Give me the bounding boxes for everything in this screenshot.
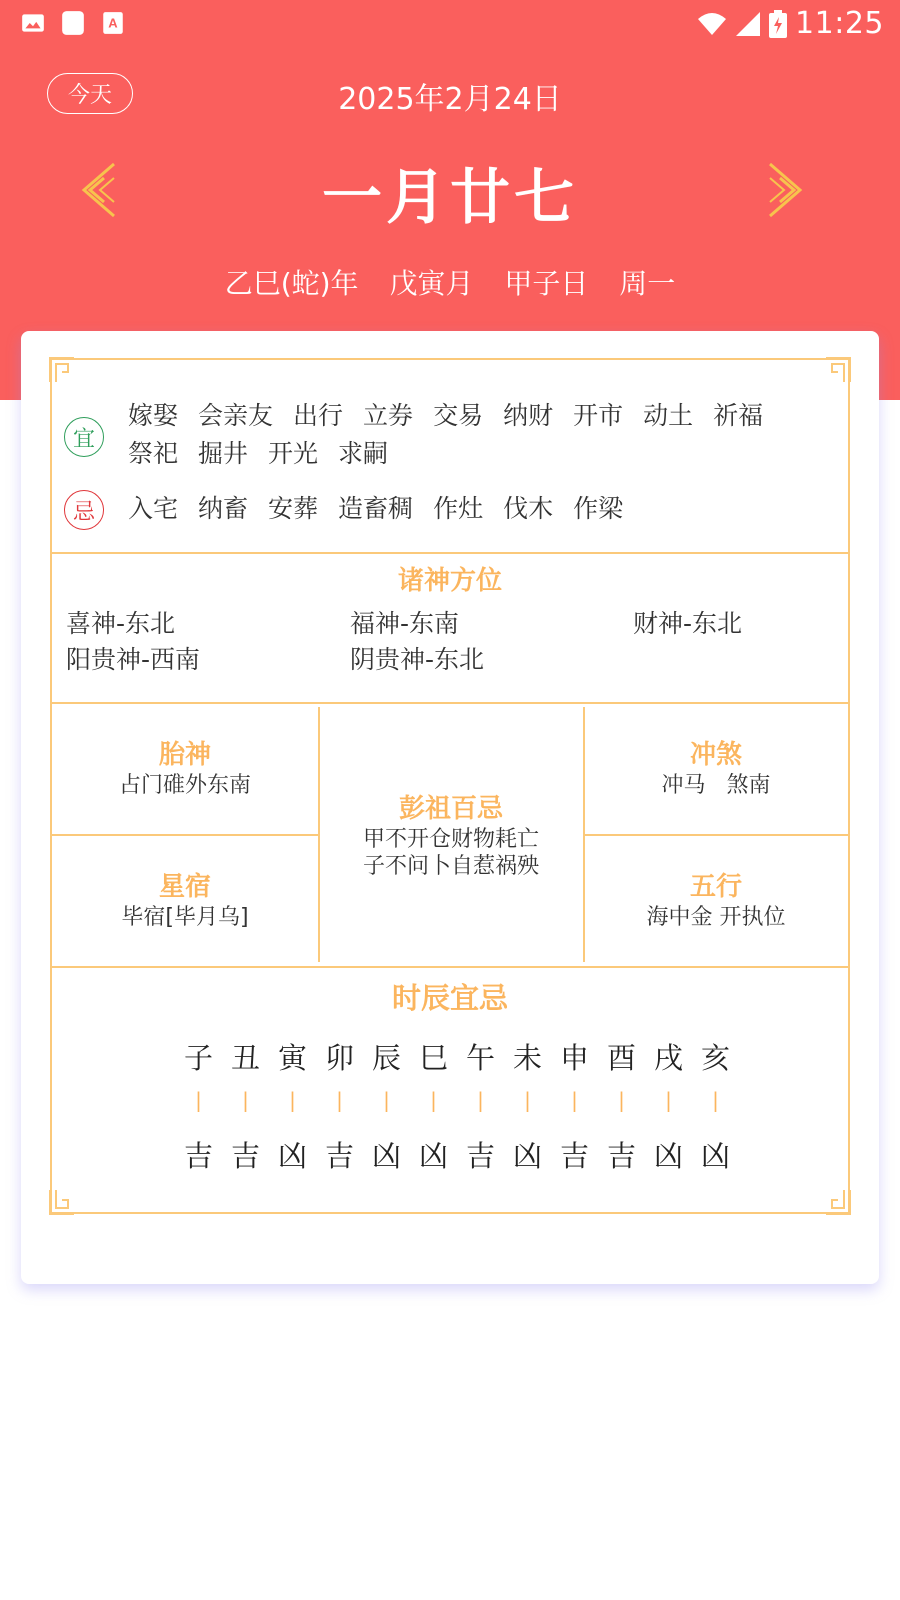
pengzu-title: 彭祖百忌 — [398, 794, 503, 824]
hour-fortune: 吉 — [230, 1139, 260, 1173]
wuxing-title: 五行 — [689, 872, 742, 902]
hour-names — [175, 1036, 739, 1077]
taishen-text: 占门碓外东南 — [118, 773, 251, 798]
corner-ornament-icon — [824, 356, 852, 384]
deity-caishen: 财神-东北 — [633, 609, 743, 638]
wifi-icon — [697, 11, 727, 37]
yi-item: 出行 — [293, 401, 344, 430]
hour-fortune: 吉 — [559, 1139, 589, 1173]
deities-title: 诸神方位 — [397, 566, 502, 596]
weekday: 周一 — [619, 267, 676, 300]
ganzhi-year: 乙巳(蛇)年 — [224, 267, 359, 300]
ji-item: 伐木 — [503, 494, 554, 523]
hour-tick: | — [195, 1088, 202, 1112]
ji-item: 作灶 — [433, 494, 484, 523]
grid-divider — [52, 834, 318, 836]
hour-name: 丑 — [230, 1041, 260, 1075]
signal-icon — [735, 11, 761, 37]
status-time: 11:25 — [795, 6, 884, 41]
deity-yinguishen: 阴贵神-东北 — [350, 645, 485, 674]
grid-divider — [584, 834, 848, 836]
yi-item: 纳财 — [503, 401, 554, 430]
yi-item: 动土 — [643, 401, 694, 430]
hour-name: 酉 — [606, 1041, 636, 1075]
today-button[interactable]: 今天 — [47, 73, 133, 114]
hour-fortune: 凶 — [653, 1139, 683, 1173]
hour-name: 亥 — [700, 1041, 730, 1075]
yi-items — [128, 397, 828, 473]
hour-tick: | — [712, 1088, 719, 1112]
ji-item: 作梁 — [573, 494, 624, 523]
yi-item: 交易 — [433, 401, 484, 430]
deity-fushen: 福神-东南 — [350, 609, 460, 638]
hour-name: 子 — [183, 1041, 213, 1075]
hour-name: 卯 — [324, 1041, 354, 1075]
hour-ticks — [175, 1088, 739, 1112]
hour-fortune: 吉 — [183, 1139, 213, 1173]
hour-name: 辰 — [371, 1041, 401, 1075]
font-icon — [100, 10, 126, 36]
corner-ornament-icon — [48, 1188, 76, 1216]
square-icon — [60, 10, 86, 36]
ganzhi-month: 戊寅月 — [389, 267, 474, 300]
hours-title: 时辰宜忌 — [391, 981, 508, 1015]
hour-fortunes — [175, 1134, 739, 1175]
xingxiu-text: 毕宿[毕月乌] — [121, 905, 249, 930]
chongsha-title: 冲煞 — [689, 740, 742, 770]
pengzu-line-2: 子不问卜自惹祸殃 — [362, 854, 539, 879]
hour-tick: | — [571, 1088, 578, 1112]
hour-tick: | — [618, 1088, 625, 1112]
xingxiu-title: 星宿 — [158, 872, 211, 902]
hour-name: 未 — [512, 1041, 542, 1075]
hour-tick: | — [336, 1088, 343, 1112]
ji-row — [64, 490, 828, 530]
divider — [52, 552, 848, 554]
yi-item: 嫁娶 — [128, 401, 179, 430]
chongsha-text: 冲马 煞南 — [661, 773, 771, 798]
svg-text:A: A — [108, 15, 118, 31]
yi-row — [64, 397, 828, 473]
hour-tick: | — [665, 1088, 672, 1112]
hour-tick: | — [289, 1088, 296, 1112]
image-icon — [20, 10, 46, 36]
yi-item: 会亲友 — [198, 401, 274, 430]
corner-ornament-icon — [48, 356, 76, 384]
yi-item: 求嗣 — [338, 439, 389, 468]
ji-item: 入宅 — [128, 494, 179, 523]
hour-fortune: 吉 — [465, 1139, 495, 1173]
yi-item: 祈福 — [713, 401, 764, 430]
hour-name: 寅 — [277, 1041, 307, 1075]
ji-item: 纳畜 — [198, 494, 249, 523]
hour-fortune: 凶 — [418, 1139, 448, 1173]
battery-charging-icon — [769, 10, 787, 38]
hour-tick: | — [430, 1088, 437, 1112]
divider — [52, 702, 848, 704]
next-day-arrow-icon[interactable] — [756, 160, 806, 220]
hour-fortune: 吉 — [606, 1139, 636, 1173]
hour-tick: | — [383, 1088, 390, 1112]
corner-ornament-icon — [824, 1188, 852, 1216]
divider — [52, 966, 848, 968]
hour-tick: | — [477, 1088, 484, 1112]
hour-fortune: 吉 — [324, 1139, 354, 1173]
yi-item: 开光 — [268, 439, 319, 468]
hour-name: 申 — [559, 1041, 589, 1075]
taishen-title: 胎神 — [158, 740, 211, 770]
ganzhi-line — [0, 262, 900, 302]
pengzu-line-1: 甲不开仓财物耗亡 — [362, 827, 539, 852]
ji-items — [128, 490, 828, 530]
yi-badge: 宜 — [64, 417, 104, 457]
hour-name: 戌 — [653, 1041, 683, 1075]
solar-date[interactable]: 2025年2月24日 — [338, 82, 562, 117]
lunar-date: 一月廿七 — [322, 163, 578, 233]
hour-fortune: 凶 — [371, 1139, 401, 1173]
hour-name: 巳 — [418, 1041, 448, 1075]
hour-fortune: 凶 — [700, 1139, 730, 1173]
hour-tick: | — [242, 1088, 249, 1112]
ji-item: 造畜稠 — [338, 494, 414, 523]
yi-item: 祭祀 — [128, 439, 179, 468]
yi-item: 开市 — [573, 401, 624, 430]
ji-item: 安葬 — [268, 494, 319, 523]
yi-item: 立券 — [363, 401, 414, 430]
ganzhi-day: 甲子日 — [504, 267, 589, 300]
hour-fortune: 凶 — [512, 1139, 542, 1173]
deity-yangguishen: 阳贵神-西南 — [66, 645, 201, 674]
wuxing-text: 海中金 开执位 — [646, 905, 786, 930]
deity-xishen: 喜神-东北 — [66, 609, 176, 638]
hour-fortune: 凶 — [277, 1139, 307, 1173]
ji-badge: 忌 — [64, 490, 104, 530]
yi-item: 掘井 — [198, 439, 249, 468]
hour-name: 午 — [465, 1041, 495, 1075]
hour-tick: | — [524, 1088, 531, 1112]
status-bar — [0, 0, 900, 46]
